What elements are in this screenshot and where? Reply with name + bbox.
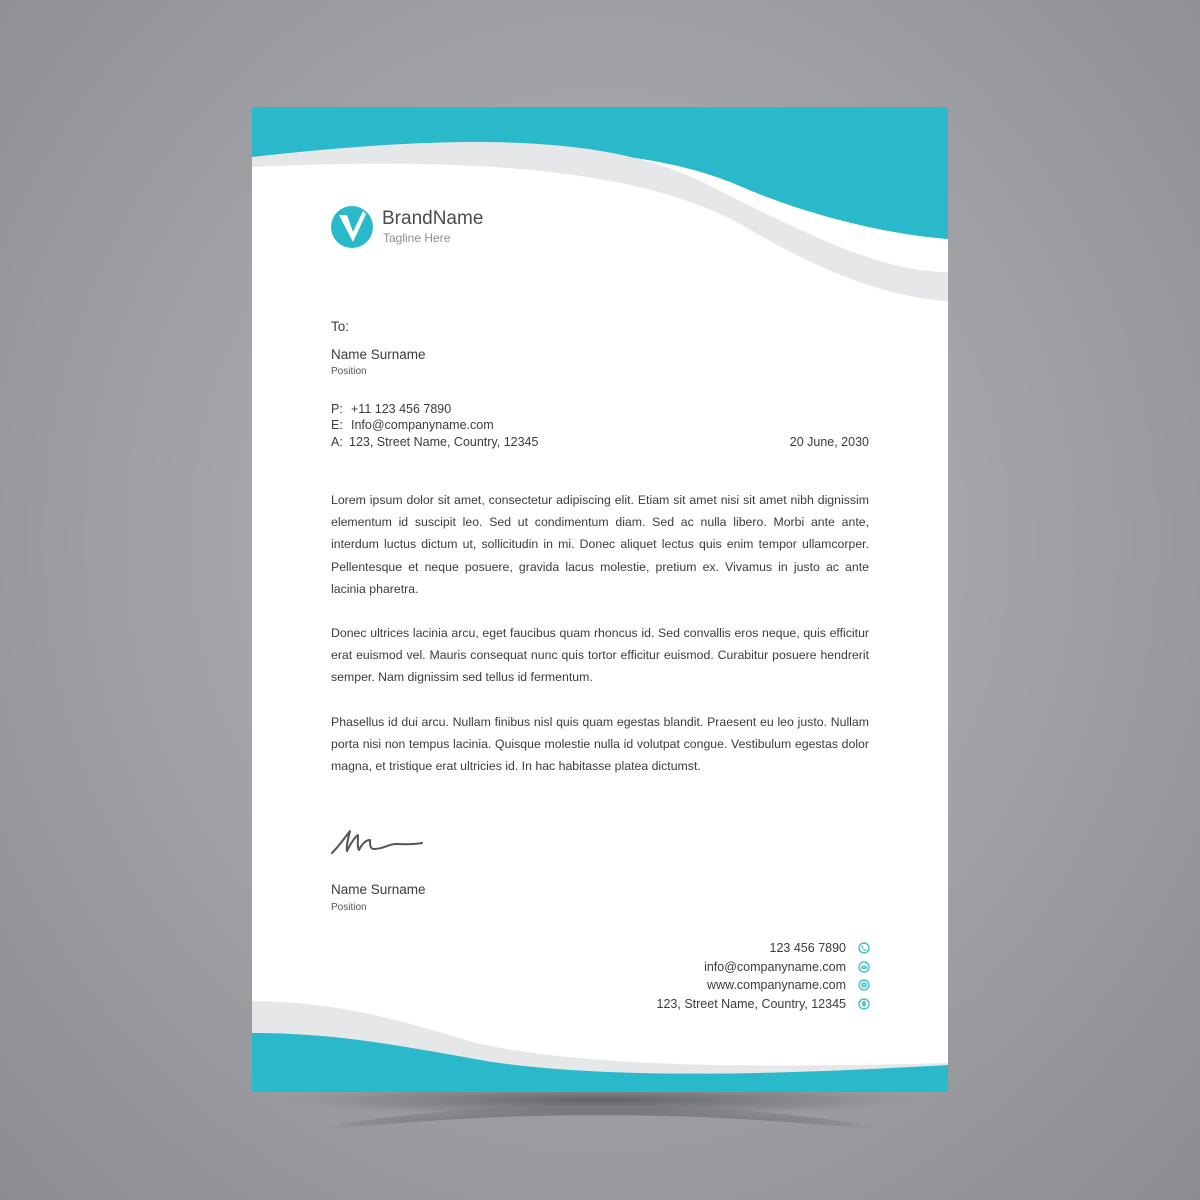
contact-email-value: Info@companyname.com (351, 418, 494, 432)
globe-icon (858, 979, 870, 991)
footer-email-row (704, 958, 870, 976)
footer-website: www.companyname.com (707, 978, 846, 992)
footer-address-row (657, 995, 870, 1013)
contact-address (331, 435, 538, 449)
contact-email (331, 418, 494, 432)
footer-address: 123, Street Name, Country, 12345 (656, 997, 846, 1011)
body-paragraph-1: Lorem ipsum dolor sit amet, consectetur adipiscing elit. Etiam sit amet nisi sit amet nibh dignissim elementum id suscipit leo. Sed ut condimentum diam. Sed ac nulla libero. Morbi ante ante, interdum luctus dictum ut, sollicitudin in mi. Donec aliquet lectus quis enim tempor ullamcorper. Pellentesque et neque posuere, gravida lacus molestie, pretium ex. Vivamus in justo ac ante lacinia pharetra. (331, 493, 869, 596)
email-icon (858, 961, 870, 973)
signer-name: Name Surname (331, 882, 426, 897)
letter-date: 20 June, 2030 (789, 435, 869, 449)
recipient-position: Position (331, 366, 367, 377)
contact-address-label: A: (331, 435, 343, 449)
footer-phone-row (770, 939, 870, 957)
signature-icon (330, 823, 424, 861)
contact-phone (331, 402, 451, 416)
brand-v-logo-icon (330, 205, 374, 249)
footer-email: info@companyname.com (704, 960, 846, 974)
contact-address-value: 123, Street Name, Country, 12345 (349, 435, 539, 449)
contact-phone-value: +11 123 456 7890 (351, 402, 452, 416)
body-paragraph-3: Phasellus id dui arcu. Nullam finibus nisl quis quam egestas blandit. Praesent eu leo justo. Nullam porta nisi non tempus lacinia. Quisque molestie nulla id volutpat congue. Vestibulum egestas dolor magna, et tristique erat ultricies id. In hac habitasse platea dictumst. (331, 715, 869, 774)
to-label: To: (331, 319, 350, 334)
brand-tagline: Tagline Here (383, 231, 451, 245)
location-pin-icon (858, 998, 870, 1010)
footer-website-row (707, 976, 870, 994)
contact-email-label: E: (331, 418, 343, 432)
contact-phone-label: P: (331, 402, 343, 416)
phone-icon (858, 942, 870, 954)
signer-position: Position (331, 902, 367, 913)
body-paragraph-2: Donec ultrices lacinia arcu, eget faucibus quam rhoncus id. Sed convallis eros neque, quis efficitur erat euismod vel. Mauris consequat nunc quis tortor efficitur euismod. Curabitur posuere hendrerit semper. Nam dignissim sed tellus id fermentum. (331, 626, 869, 685)
letterhead-page (252, 107, 948, 1092)
recipient-name: Name Surname (331, 347, 426, 362)
footer-phone: 123 456 7890 (769, 941, 846, 955)
brand-name: BrandName (382, 208, 484, 229)
